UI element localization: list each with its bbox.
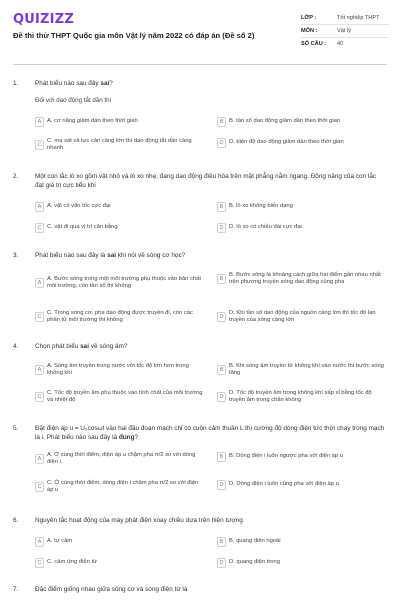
question-number: 3.	[13, 252, 19, 259]
option-letter: B	[217, 452, 226, 462]
option-d[interactable]	[217, 223, 385, 233]
option-d[interactable]	[217, 138, 385, 148]
option-text: B. Bước sóng là khoảng cách giữa hai điểm gần nhau nhất trên phương truyền sóng dao động cùng pha	[229, 272, 381, 286]
meta-grade-label: LỚP :	[301, 14, 317, 21]
option-c[interactable]	[35, 480, 203, 495]
option-letter: C	[35, 312, 44, 322]
question-number: 7.	[13, 586, 19, 593]
option-text: B. quang điện ngoài	[229, 538, 281, 545]
meta-subject-value: Vật lý	[337, 27, 351, 34]
question-text: Phát biểu nào sau đây sai?	[35, 80, 113, 87]
option-letter: B	[217, 537, 226, 547]
option-text: C. vật đi qua vị trí cân bằng	[47, 224, 118, 231]
option-letter: A	[35, 117, 44, 127]
option-b[interactable]	[217, 117, 385, 127]
option-text: A. vật có vận tốc cực đại	[47, 203, 111, 210]
option-text: A. Sóng âm truyền trong nước với tốc độ lớn hơn trong không khí	[47, 363, 189, 377]
option-a[interactable]	[35, 452, 203, 467]
option-letter: C	[35, 392, 44, 402]
question-text: Đặt điện áp u = U₀cosωt vào hai đầu đoạn mạch chỉ có cuộn cảm thuần L thì cường độ dòng điện tức thời chạy trong mạch là i. Phát biểu nào sau đây là đúng?	[35, 425, 385, 441]
option-a[interactable]	[35, 276, 203, 291]
meta-count-row	[301, 38, 389, 50]
question-text: Chọn phát biểu sai về sóng âm?	[35, 343, 128, 350]
option-text: D. Tốc độ truyền âm trong không khí xấp xỉ bằng tốc độ truyền âm trong chân không	[229, 390, 372, 404]
option-text: B. tần số dao động giảm dần theo thời gian	[229, 118, 341, 125]
question-number: 6.	[13, 517, 19, 524]
question-text: Phát biểu nào sau đây là sai khi nói về sóng cơ học?	[35, 252, 186, 259]
option-b[interactable]	[217, 272, 385, 287]
option-letter: A	[35, 537, 44, 547]
option-text: B. lò xo không biến dạng	[229, 203, 293, 210]
worksheet-meta	[301, 12, 389, 50]
option-letter: A	[35, 365, 44, 375]
question-number: 1.	[13, 80, 19, 87]
option-letter: C	[35, 482, 44, 492]
option-letter: B	[217, 365, 226, 375]
question-number: 5.	[13, 425, 19, 432]
option-letter: B	[217, 202, 226, 212]
option-text: A. cơ năng giảm dần theo thời gian	[47, 118, 138, 125]
option-letter: A	[35, 278, 44, 288]
option-text: D. biên độ dao động giảm dần theo thời gian	[229, 139, 344, 146]
option-b[interactable]	[217, 452, 385, 462]
option-d[interactable]	[217, 390, 385, 405]
question-text: Nguyên tắc hoạt động của máy phát điện xoay chiều dựa trên hiện tượng	[35, 517, 243, 524]
option-letter: D	[217, 223, 226, 233]
option-letter: D	[217, 312, 226, 322]
header-divider	[13, 64, 387, 65]
option-text: D. lò xo có chiều dài cực đại	[229, 224, 302, 231]
option-a[interactable]	[35, 117, 203, 127]
option-text: C. Trong sóng cơ, pha dao động được truyền đi, còn các phần tử môi trường thì không	[47, 310, 193, 324]
option-letter: C	[35, 140, 44, 150]
option-text: D. Dòng điện i luôn cùng pha với điện áp u	[229, 481, 339, 488]
option-a[interactable]	[35, 202, 203, 212]
option-letter: D	[217, 392, 226, 402]
option-b[interactable]	[217, 202, 385, 212]
meta-subject-label: MÔN :	[301, 27, 318, 34]
page-title: Đề thi thử THPT Quốc gia môn Vật lý năm 2022 có đáp án (Đề số 2)	[13, 31, 255, 40]
option-text: C. cảm ứng điện từ	[47, 559, 97, 566]
option-text: B. Khi sóng âm truyền từ không khí vào nước thì bước sóng tăng	[229, 363, 384, 377]
meta-count-label: SỐ CÂU :	[301, 40, 327, 47]
option-c[interactable]	[35, 223, 203, 233]
option-text: A. Bước sóng trong một môi trường phụ thuộc vào bản chất môi trường, còn tần số thì không	[47, 276, 201, 290]
option-b[interactable]	[217, 363, 385, 378]
option-c[interactable]	[35, 558, 203, 568]
option-letter: D	[217, 480, 226, 490]
meta-subject-row	[301, 25, 389, 38]
question-subtext: Đối với dao động tắt dần thì	[35, 97, 112, 104]
option-letter: B	[217, 274, 226, 284]
option-a[interactable]	[35, 363, 203, 378]
option-c[interactable]	[35, 138, 203, 153]
option-text: C. Tốc độ truyền âm phụ thuộc vào tính chất của môi trường và nhiệt độ	[47, 390, 203, 404]
option-text: C. Ở cùng thời điểm, dòng điện i chậm pha π/2 so với điện áp u	[47, 480, 199, 494]
option-letter: C	[35, 223, 44, 233]
question-text: Một con lắc lò xo gồm vật nhỏ và lò xo nhẹ, đang dao động điều hòa trên mặt phẳng nằm ngang. Động năng của con lắc đạt giá trị cực tiểu khi	[35, 173, 377, 189]
option-b[interactable]	[217, 537, 385, 547]
option-text: C. ma sát và lực cản càng lớn thì dao động tắt dần càng nhanh	[47, 138, 192, 152]
option-d[interactable]	[217, 558, 385, 568]
option-text: A. tự cảm	[47, 538, 73, 545]
option-text: D. Khi tần số dao động của nguồn càng lớn thì tốc độ lan truyền của sóng càng lớn	[229, 310, 376, 324]
option-letter: A	[35, 202, 44, 212]
meta-count-value: 40	[337, 40, 344, 47]
question-number: 4.	[13, 343, 19, 350]
meta-grade-row	[301, 12, 389, 25]
option-text: B. Dòng điện i luôn ngược pha với điện áp u	[229, 453, 343, 460]
quizizz-logo: QUIZIZZ	[13, 12, 74, 27]
option-a[interactable]	[35, 537, 203, 547]
option-letter: B	[217, 117, 226, 127]
option-text: A. Ở cùng thời điểm, điện áp u chậm pha π/2 so với dòng điện i.	[47, 452, 196, 466]
question-text: Đặc điểm giống nhau giữa sóng cơ và sóng điện từ là	[35, 586, 188, 593]
option-letter: D	[217, 558, 226, 568]
option-letter: A	[35, 454, 44, 464]
meta-grade-value: Tốt nghiệp THPT	[337, 14, 380, 21]
option-d[interactable]	[217, 310, 385, 325]
option-c[interactable]	[35, 310, 203, 325]
option-c[interactable]	[35, 390, 203, 405]
option-text: D. quang điện trong	[229, 559, 280, 566]
option-letter: D	[217, 138, 226, 148]
question-number: 2.	[13, 173, 19, 180]
option-d[interactable]	[217, 480, 385, 490]
option-letter: C	[35, 558, 44, 568]
